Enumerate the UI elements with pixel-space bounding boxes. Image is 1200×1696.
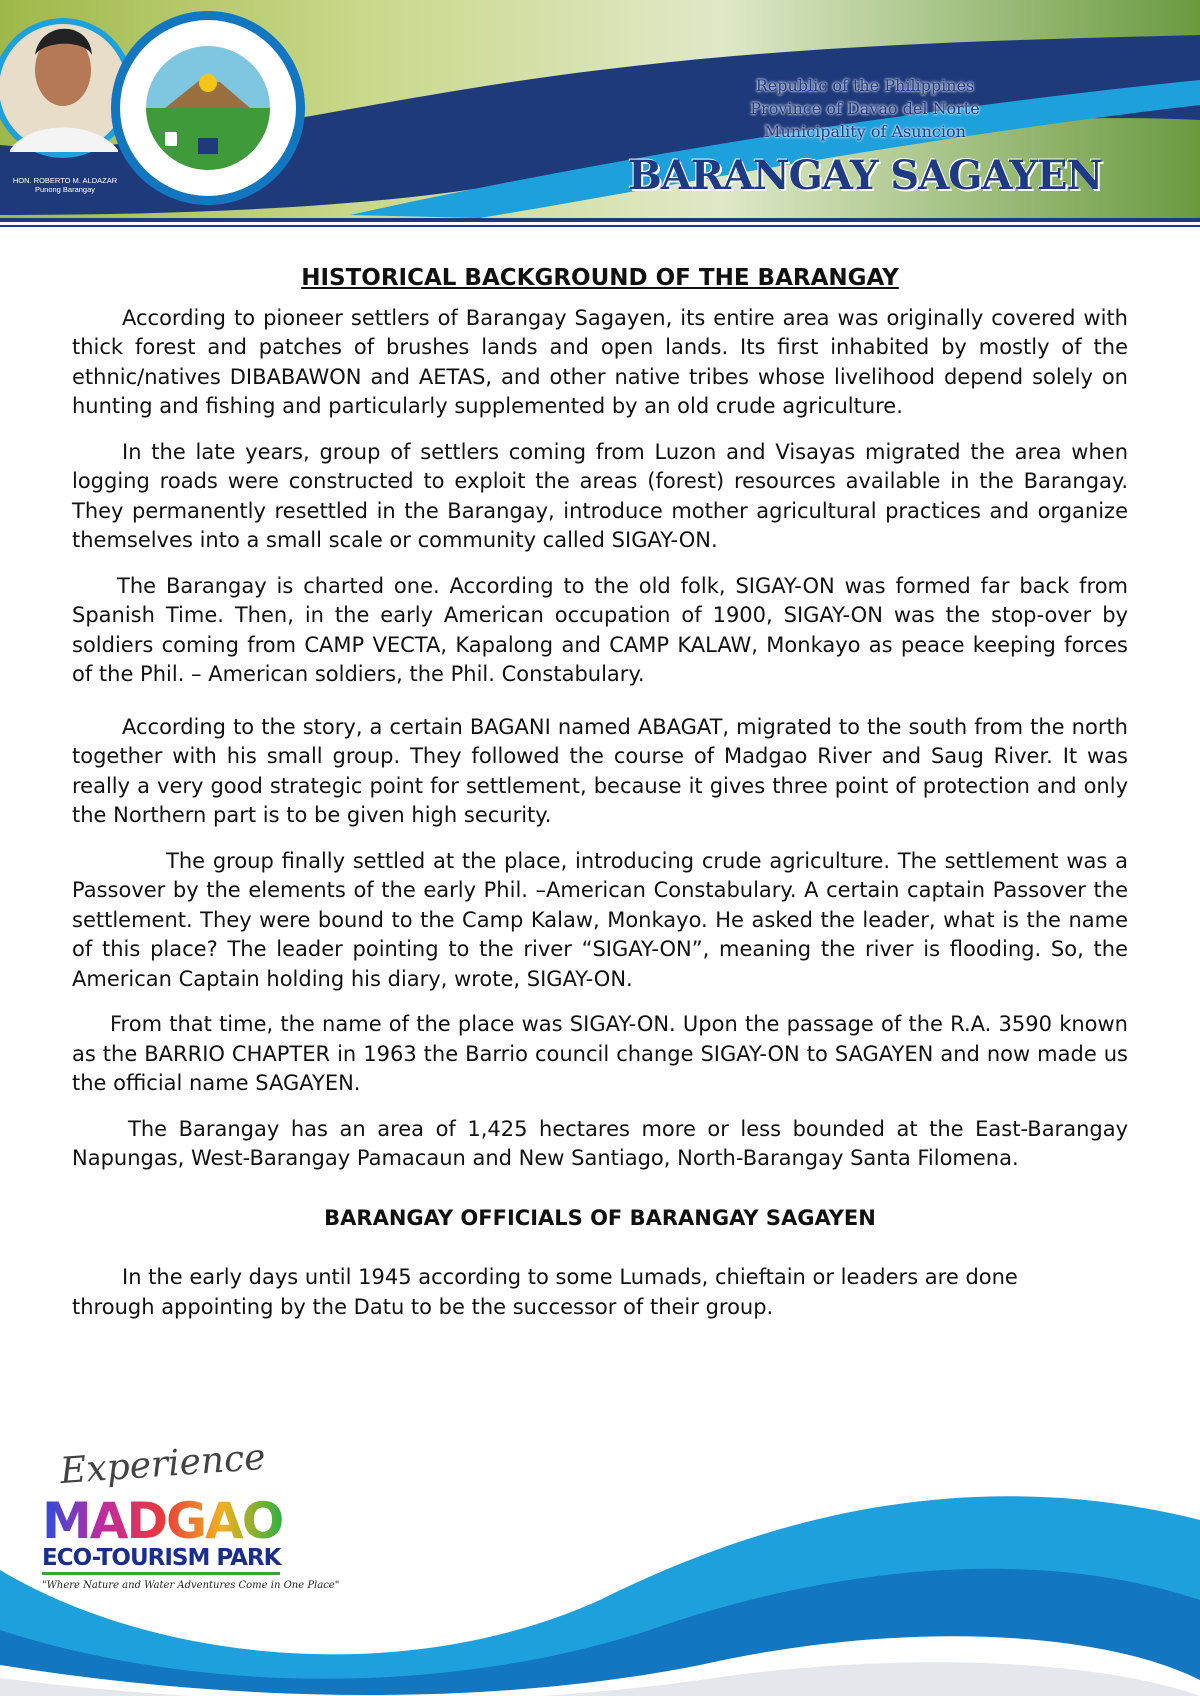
paragraph: The Barangay has an area of 1,425 hectares more or less bounded at the East-Barangay Napungas, West-Barangay Pamacaun and New Santiago, North-Barangay Santa Filomena. [72,1116,1128,1170]
republic-line: Republic of the Philippines [755,76,975,95]
document-body [72,264,1128,1322]
section-subtitle: BARANGAY OFFICIALS OF BARANGAY SAGAYEN [324,1205,876,1230]
paragraph: In the late years, group of settlers coming from Luzon and Visayas migrated the area when logging roads were constructed to exploit the areas (forest) resources available in the Barangay. They permanently resettled in the Barangay, introduce mother agricultural practices and organize themselves into a small scale or community called SIGAY-ON. [72,439,1128,552]
official-title: Punong Barangay [34,185,96,194]
madgao-eco-tourism-logo [40,1436,360,1644]
logo-script: Experience [58,1436,267,1493]
paragraph: According to the story, a certain BAGANI named ABAGAT, migrated to the south from the north together with his small group. They followed the course of Madgao River and Saug River. It was really a very good strategic point for settlement, because it gives three point of protection and only the Northern part is to be given high security. [72,714,1128,827]
logo-tagline: "Where Nature and Water Adventures Come in One Place" [42,1580,340,1591]
paragraph: The group finally settled at the place, introducing crude agriculture. The settlement was a Passover by the elements of the early Phil. –American Constabulary. A certain captain Passover the settlement. They were bound to the Camp Kalaw, Monkayo. He asked the leader, what is the name of this place? The leader pointing to the river “SIGAY-ON”, meaning the river is flooding. So, the American Captain holding his diary, wrote, SIGAY-ON. [72,848,1128,991]
municipality-line: Municipality of Asuncion [764,122,966,141]
official-name: HON. ROBERTO M. ALDAZAR [12,176,118,185]
logo-name: MADGAO [42,1492,283,1550]
document-title: HISTORICAL BACKGROUND OF THE BARANGAY [301,265,899,291]
government-lines [700,74,1030,143]
province-line: Province of Davao del Norte [750,99,980,118]
official-caption [6,176,124,194]
barangay-name: BARANGAY SAGAYEN [627,152,1103,199]
paragraph: In the early days until 1945 according to some Lumads, chieftain or leaders are done through appointing by the Datu to be the successor of their group. [72,1265,1018,1319]
paragraph: The Barangay is charted one. According to the old folk, SIGAY-ON was formed far back from Spanish Time. Then, in the early American occupation of 1900, SIGAY-ON was the stop-over by soldiers coming from CAMP VECTA, Kapalong and CAMP KALAW, Monkayo as peace keeping forces of the Phil. – American soldiers, the Phil. Constabulary. [72,573,1128,686]
paragraph: According to pioneer settlers of Barangay Sagayen, its entire area was originally covered with thick forest and patches of brushes lands and open lands. Its first inhabited by mostly of the ethnic/natives DIBABAWON and AETAS, and other native tribes whose livelihood depend solely on hunting and fishing and particularly supplemented by an old crude agriculture. [72,305,1128,418]
logo-subtitle: ECO-TOURISM PARK [42,1544,280,1575]
paragraph: From that time, the name of the place was SIGAY-ON. Upon the passage of the R.A. 3590 known as the BARRIO CHAPTER in 1963 the Barrio council change SIGAY-ON to SAGAYEN and now made us the official name SAGAYEN. [72,1012,1128,1095]
letterhead-banner [0,0,1200,232]
